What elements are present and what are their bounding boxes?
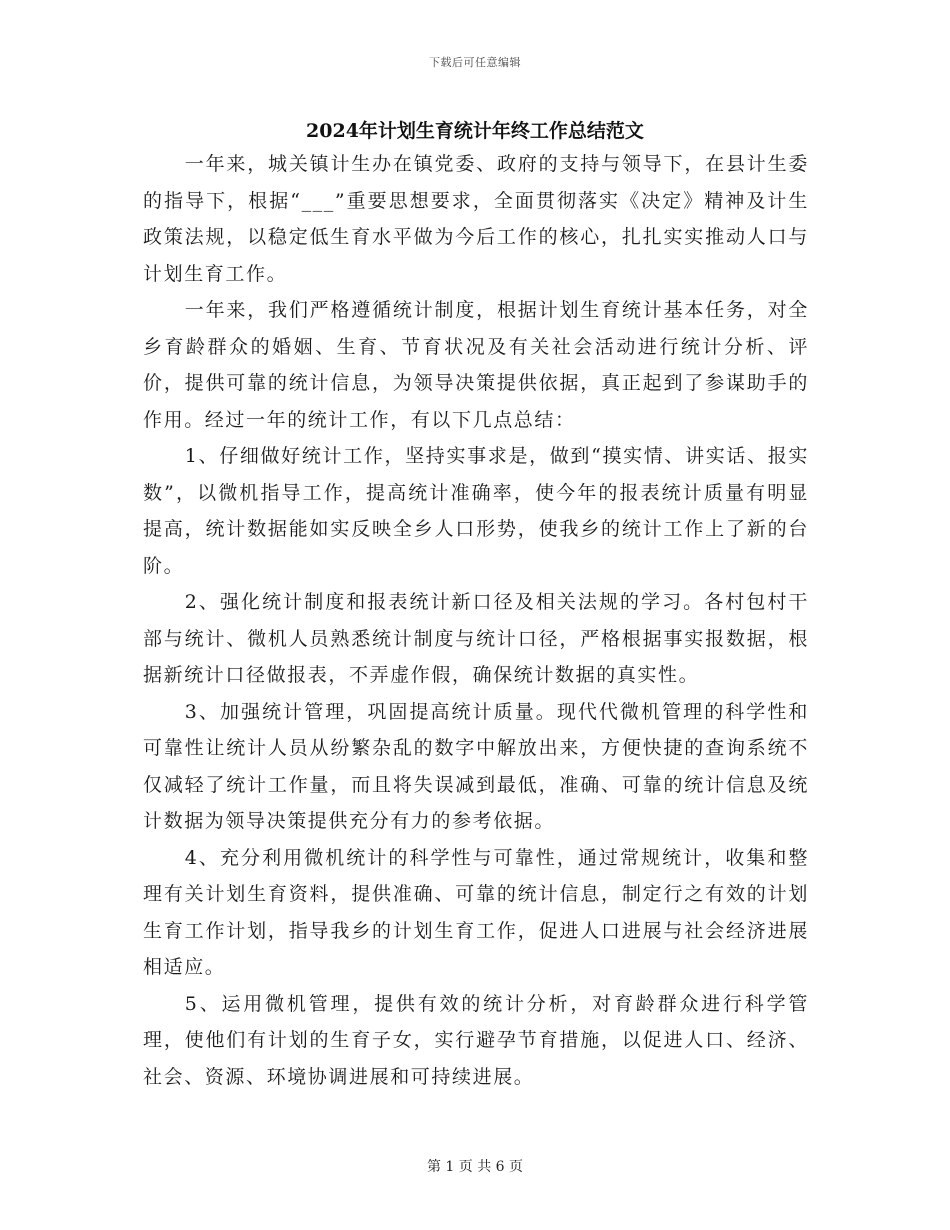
paragraph: 3、加强统计管理，巩固提高统计质量。现代代微机管理的科学性和可靠性让统计人员从纷繁杂乱的数字中解放出来，方便快捷的查询系统不仅减轻了统计工作量，而且将失误减到最低，准确、可靠的统计信息及统计数据为领导决策提供充分有力的参考依据。 — [143, 700, 809, 832]
document-body — [143, 146, 809, 1095]
paragraph: 2、强化统计制度和报表统计新口径及相关法规的学习。各村包村干部与统计、微机人员熟悉统计制度与统计口径，严格根据事实报数据，根据新统计口径做报表，不弄虚作假，确保统计数据的真实性。 — [143, 591, 809, 686]
paragraph: 一年来，城关镇计生办在镇党委、政府的支持与领导下，在县计生委的指导下，根据“___”重要思想要求，全面贯彻落实《决定》精神及计生政策法规，以稳定低生育水平做为今后工作的核心，扎扎实实推动人口与计划生育工作。 — [143, 153, 809, 285]
paragraph: 1、仔细做好统计工作，坚持实事求是，做到“摸实情、讲实话、报实数”，以微机指导工作，提高统计准确率，使今年的报表统计质量有明显提高，统计数据能如实反映全乡人口形势，使我乡的统计工作上了新的台阶。 — [143, 445, 809, 577]
paragraph: 一年来，我们严格遵循统计制度，根据计划生育统计基本任务，对全乡育龄群众的婚姻、生育、节育状况及有关社会活动进行统计分析、评价，提供可靠的统计信息，为领导决策提供依据，真正起到了参谋助手的作用。经过一年的统计工作，有以下几点总结： — [143, 299, 809, 431]
header-note: 下载后可任意编辑 — [429, 56, 521, 69]
paragraph: 5、运用微机管理，提供有效的统计分析，对育龄群众进行科学管理，使他们有计划的生育子女，实行避孕节育措施，以促进人口、经济、社会、资源、环境协调进展和可持续进展。 — [143, 992, 809, 1088]
document-title: 2024年计划生育统计年终工作总结范文 — [306, 120, 644, 142]
paragraph: 4、充分利用微机统计的科学性与可靠性，通过常规统计，收集和整理有关计划生育资料，提供准确、可靠的统计信息，制定行之有效的计划生育工作计划，指导我乡的计划生育工作，促进人口进展与社会经济进展相适应。 — [143, 846, 809, 978]
page-number: 第 1 页 共 6 页 — [426, 1159, 524, 1175]
